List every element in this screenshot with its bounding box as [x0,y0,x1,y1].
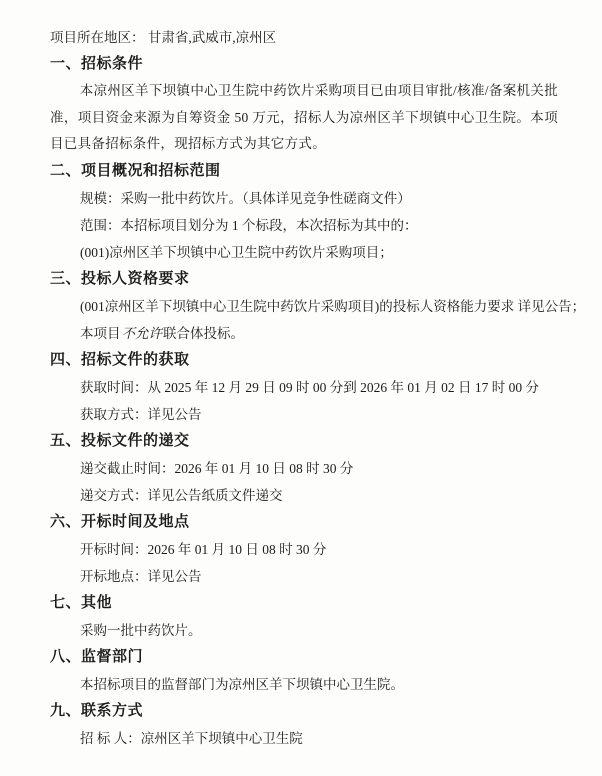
submission-method-line: 递交方式：详见公告纸质文件递交 [80,487,283,503]
section-heading: 七、其他 [50,594,113,611]
acquisition-method-line: 获取方式：详见公告 [80,406,202,422]
scope-line: 范围：本招标项目划分为 1 个标段，本次招标为其中的： [80,217,418,233]
section-heading: 二、项目概况和招标范围 [50,162,221,179]
section-heading: 八、监督部门 [50,648,144,665]
section-tender-conditions [50,51,558,158]
section-bid-opening [50,509,558,590]
joint-bid-pre: 本项目 [80,325,121,341]
location-line: 项目所在地区： 甘肃省,武威市,凉州区 [50,30,277,45]
submission-deadline-line: 递交截止时间：2026 年 01 月 10 日 08 时 30 分 [80,460,354,476]
joint-bid-emphasis: 不允许 [121,325,162,341]
section-heading: 四、招标文件的获取 [50,351,190,368]
lot-line: (001)凉州区羊下坝镇中心卫生院中药饮片采购项目； [80,244,393,260]
section-other [50,590,558,644]
qualification-line: (001凉州区羊下坝镇中心卫生院中药饮片采购项目)的投标人资格能力要求 详见公告； [80,298,586,314]
opening-place-line: 开标地点：详见公告 [80,568,202,584]
tenderer-line: 招 标 人：凉州区羊下坝镇中心卫生院 [80,730,303,746]
section-heading: 五、投标文件的递交 [50,432,190,449]
section-paragraph: 本凉州区羊下坝镇中心卫生院中药饮片采购项目已由项目审批/核准/备案机关批准，项目资金来源为自筹资金 50 万元，招标人为凉州区羊下坝镇中心卫生院。本项目已具备招标条件，现招标方式为其它方式。 [50,83,558,151]
acquisition-time-line: 获取时间：从 2025 年 12 月 29 日 09 时 00 分到 2026 年 01 月 02 日 17 时 00 分 [80,379,539,395]
section-bidder-qualification [50,266,586,347]
joint-bid-post: 联合体投标。 [163,325,244,341]
joint-bid-line [50,320,558,347]
section-heading: 九、联系方式 [50,702,144,719]
section-supervision [50,644,558,698]
other-line: 采购一批中药饮片。 [80,622,202,638]
section-contact [50,698,558,752]
supervision-line: 本招标项目的监督部门为凉州区羊下坝镇中心卫生院。 [80,676,404,692]
section-heading: 六、开标时间及地点 [50,513,190,530]
section-heading: 一、招标条件 [50,56,144,72]
scale-line: 规模：采购一批中药饮片。（具体详见竞争性磋商文件） [80,190,411,206]
section-document-acquisition [50,347,558,428]
opening-time-line: 开标时间：2026 年 01 月 10 日 08 时 30 分 [80,541,327,557]
section-project-overview [50,158,558,266]
section-heading: 三、投标人资格要求 [50,270,190,287]
section-bid-submission [50,428,558,509]
